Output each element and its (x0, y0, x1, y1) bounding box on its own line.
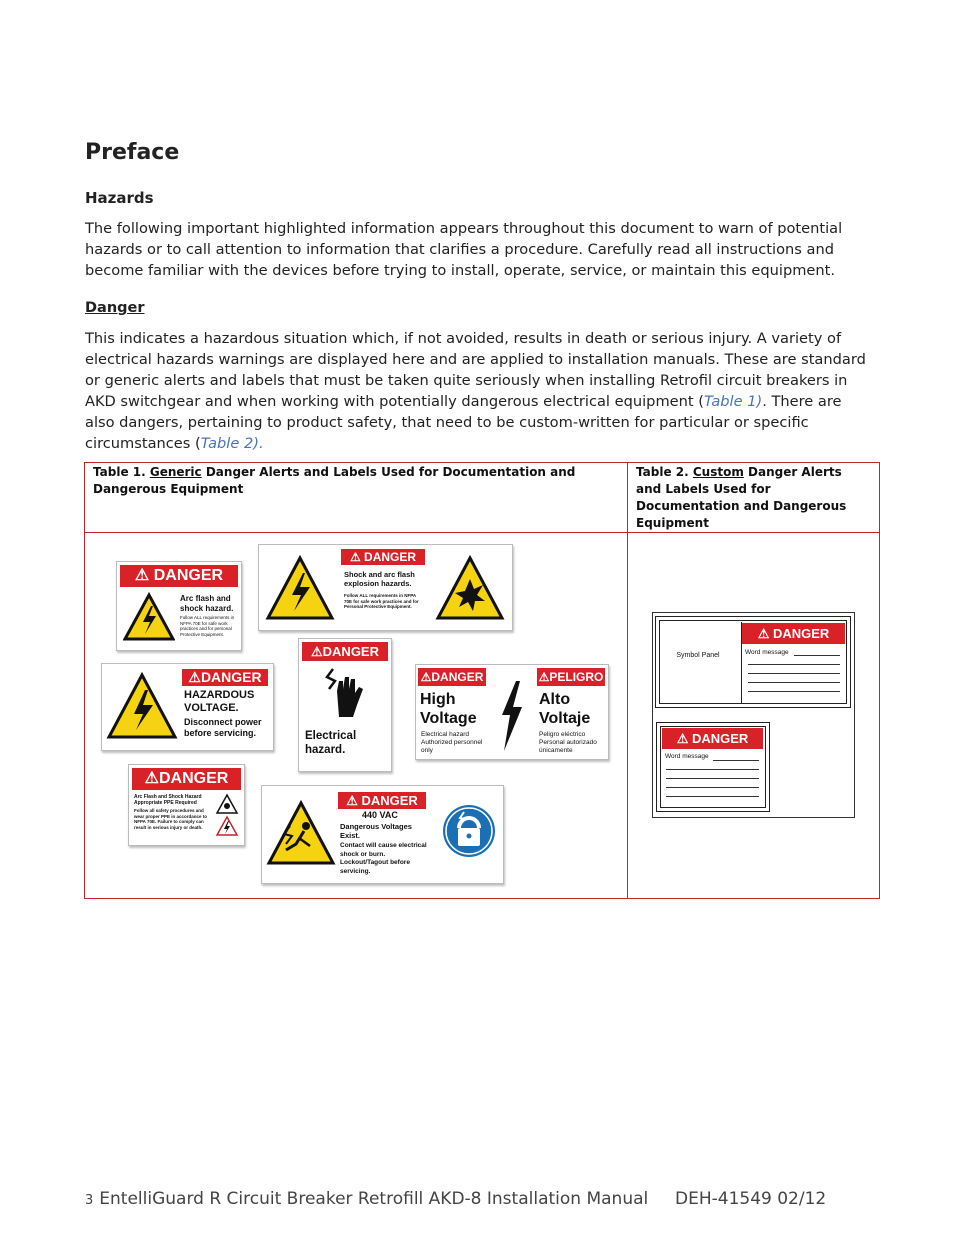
footer-doc-id: DEH-41549 02/12 (675, 1189, 827, 1209)
lightning-bolt-icon (496, 679, 526, 753)
word-message-label: Word message (745, 649, 789, 656)
footer-title: EntelliGuard R Circuit Breaker Retrofill AKD-8 Installation Manual (99, 1189, 649, 1209)
sign2-small: Follow ALL requirements in NFPA 70E for safe work practices and for Personal Protective Equipment. (344, 593, 419, 609)
sign-shock-explosion: ⚠ DANGER Shock and arc flash explosion hazards. Follow ALL requirements in NFPA 70E for safe work practices and for Personal Protective Equipment. (258, 544, 513, 631)
lockout-icon (442, 804, 496, 858)
sign-arc-flash-shock: ⚠ DANGER Arc flash and shock hazard. Follow ALL requirements in NFPA 70E for safe work practices and for personal Protective Equipment. (116, 561, 242, 651)
sign-electrical-hazard: ⚠DANGER Electrical hazard. (298, 638, 392, 772)
sign1-small: Follow ALL requirements in NFPA 70E for safe work practices and for personal Protective Equipment. (180, 615, 235, 637)
electric-warning-icon (106, 672, 178, 740)
sign5-right-text: Alto Voltaje (539, 691, 591, 727)
table1-caption: Table 1. Generic Danger Alerts and Labels Used for Documentation and Dangerous Equipment (85, 463, 628, 533)
explosion-warning-icon (435, 555, 505, 621)
electric-warning-icon (123, 592, 175, 642)
sign3-text: HAZARDOUS VOLTAGE. (184, 689, 255, 714)
page-number: 3 (85, 1193, 94, 1208)
danger-subheading: Danger (85, 300, 145, 316)
sign2-text: Shock and arc flash explosion hazards. (344, 570, 415, 588)
table1-link[interactable]: Table 1) (703, 393, 763, 410)
sign7-small: Contact will cause electrical shock or burn. Lockout/Tagout before servicing. (340, 842, 427, 875)
sign6-text: Arc Flash and Shock Hazard Appropriate PPE Required (134, 794, 202, 806)
sign4-text: Electrical hazard. (305, 730, 357, 756)
sign-high-voltage-bilingual: ⚠DANGER High Voltage Electrical hazard Authorized personnel only ⚠PELIGRO Alto Voltaje Peligro eléctrico Personal autorizado únicamente (415, 664, 609, 760)
sign5-right-small: Peligro eléctrico Personal autorizado únicamente (539, 731, 597, 754)
table2-link[interactable]: Table 2). (200, 435, 264, 452)
sign-hazardous-voltage: ⚠DANGER HAZARDOUS VOLTAGE. Disconnect power before servicing. (101, 663, 274, 751)
sign7-text: Dangerous Voltages Exist. (340, 822, 412, 840)
sign1-text: Arc flash and shock hazard. (180, 594, 234, 613)
hand-shock-icon (325, 667, 365, 723)
electric-warning-icon (265, 555, 335, 621)
sign-arc-flash-ppe: ⚠DANGER Arc Flash and Shock Hazard Appropriate PPE Required Follow all safety procedures and wear proper PPE in accordance to NFPA 70E. Failure to comply can result in serious injury or death. (128, 764, 245, 846)
sign-440-vac: ⚠ DANGER 440 VAC Dangerous Voltages Exist. Contact will cause electrical shock or burn. Lockout/Tagout before servicing. (261, 785, 504, 884)
page-title: Preface (85, 140, 180, 165)
sign5-left-text: High Voltage (420, 691, 477, 727)
intro-paragraph: The following important highlighted information appears throughout this document to warn of potential hazards or to call attention to information that clarifies a procedure. Carefully read all instructions and become familiar with the devices before trying to install, operate, service, or maintain this equipment. (85, 220, 843, 279)
sign6-small: Follow all safety procedures and wear proper PPE in accordance to NFPA 70E. Failure to comply can result in serious injury or death. (134, 808, 208, 830)
page-footer (85, 1189, 827, 1209)
custom-sign-word-message: ⚠ DANGER Word message (656, 722, 770, 812)
sign3-small: Disconnect power before servicing. (184, 717, 262, 738)
danger-paragraph: This indicates a hazardous situation which, if not avoided, results in death or serious injury. A variety of electrical hazards warnings are displayed here and are applied to installation manuals. These are standard or generic alerts and labels that must be taken quite seriously when installing Retrofil circuit breakers in AKD switchgear and when working with potentially dangerous electrical equipment (Table 1). There are also dangers, pertaining to product safety, that need to be custom-written for particular or specific circumstances (Table 2). (85, 330, 866, 452)
electric-shock-person-icon (266, 800, 336, 866)
section-title-hazards: Hazards (85, 189, 154, 207)
symbol-panel-label: Symbol Panel (676, 652, 720, 659)
table2-caption: Table 2. Custom Danger Alerts and Labels Used for Documentation and Dangerous Equipment (628, 463, 880, 533)
custom-sign-with-symbol: Symbol Panel ⚠ DANGER Word message (655, 616, 851, 708)
sign7-volt: 440 VAC (362, 810, 398, 820)
word-message-label-2: Word message (665, 753, 709, 760)
arc-flash-icons (215, 793, 239, 839)
sign5-left-small: Electrical hazard Authorized personnel only (421, 731, 483, 754)
